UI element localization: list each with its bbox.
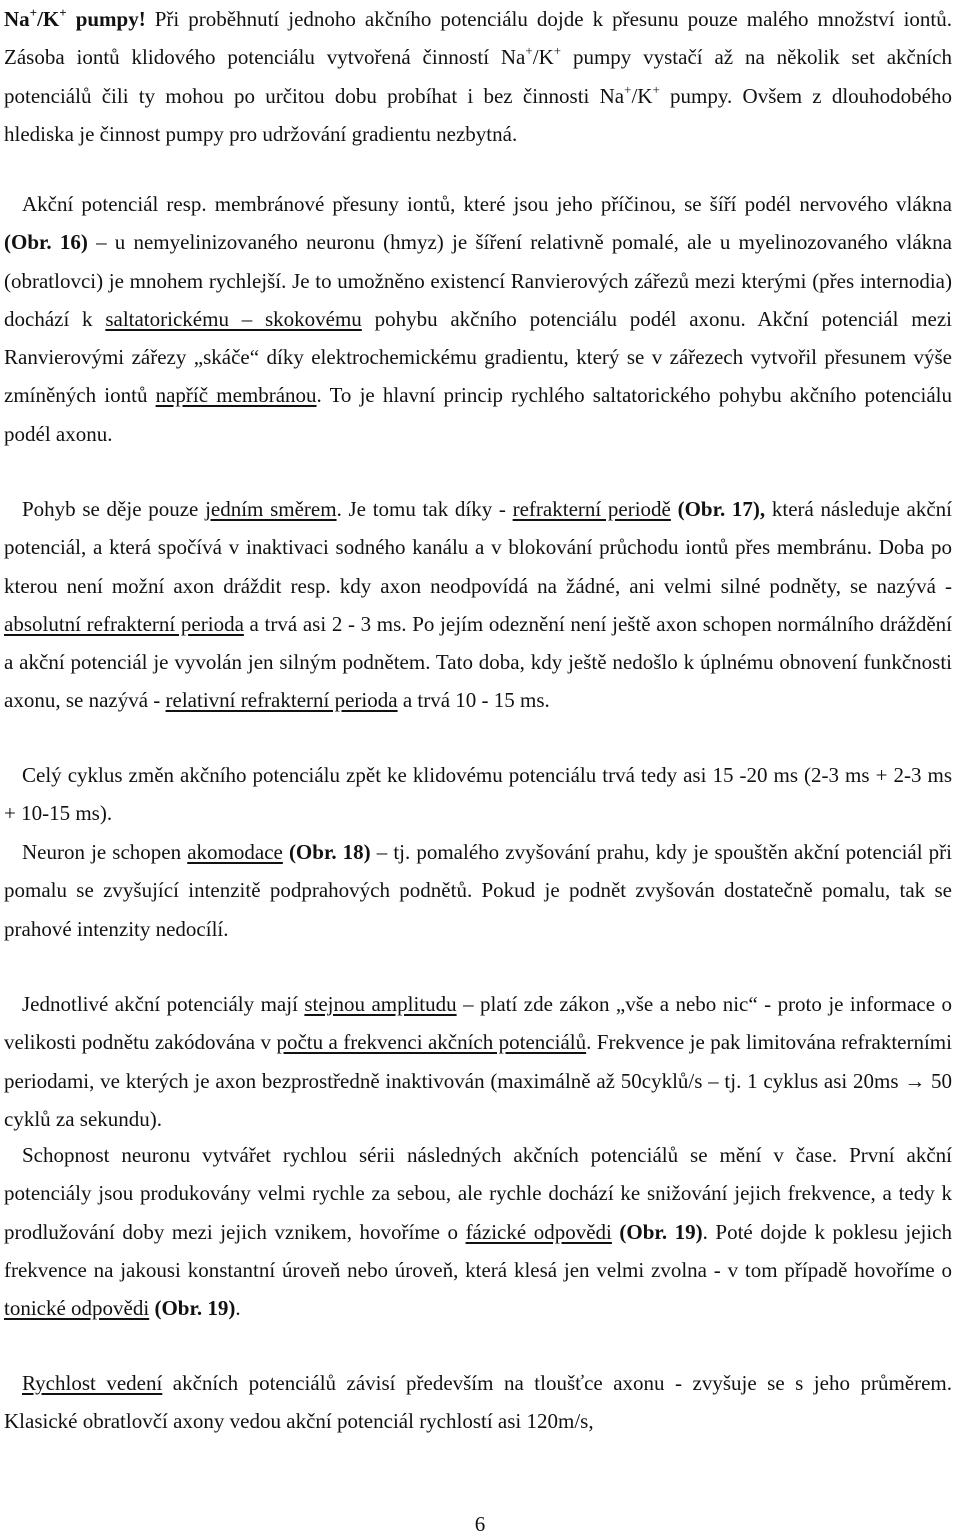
paragraph-conduction-speed: Rychlost vedení akčních potenciálů závisí především na tloušťce axonu - zvyšuje se s jeho průměrem. Klasické obratlovčí axony vedou akční potenciál rychlostí asi 120m/s, — [4, 1371, 952, 1434]
term-absolute-refractory: absolutní refrakterní perioda — [4, 611, 244, 636]
term-conduction-speed: Rychlost vedení — [22, 1371, 163, 1395]
figure-ref: (Obr. 18) — [288, 840, 371, 864]
paragraph-pump: Na+/K+ pumpy! Při proběhnutí jednoho akčního potenciálu dojde k přesunu pouze malého množství iontů. Zásoba iontů klidového potenciálu vytvořená činností Na+/K+ pumpy vystačí až na několik set akčních potenciálů čili ty mohou po určitou dobu probíhat i bez činnosti Na+/K+ pumpy. Ovšem z dlouhodobého hlediska je činnost pumpy pro udržování gradientu nezbytná. — [4, 5, 952, 146]
figure-ref: (Obr. 19) — [154, 1296, 236, 1321]
term-phasic-response: fázické odpovědi — [465, 1219, 612, 1244]
paragraph-amplitude: Jednotlivé akční potenciály mají stejnou amplitudu – platí zde zákon „vše a nebo nic“ - proto je informace o velikosti podnětu zakódována v počtu a frekvenci akčních potenciálů. Frekvence je pak limitována refrakterními periodami, ve kterých je axon bezprostředně inaktivován (maximálně až 50cyklů/s – tj. 1 cyklus asi 20ms → 50 cyklů za sekundu). — [4, 992, 952, 1131]
term-tonic-response: tonické odpovědi — [4, 1296, 150, 1321]
paragraph-accommodation: Neuron je schopen akomodace (Obr. 18) – tj. pomalého zvyšování prahu, kdy je spouštěn akční potenciál při pomalu se zvyšující intenzitě podprahových podnětů. Pokud je podnět zvyšován dostatečně pomalu, tak se prahové intenzity nedocílí. — [4, 840, 952, 941]
term-across-membrane: napříč membránou — [155, 383, 317, 408]
term-refractory-period: refrakterní periodě — [512, 497, 671, 521]
paragraph-cycle: Celý cyklus změn akčního potenciálu zpět ke klidovému potenciálu trvá tedy asi 15 -20 ms (2-3 ms + 2-3 ms + 10-15 ms). — [4, 763, 952, 826]
term-saltatory: saltatorickému – skokovému — [105, 306, 362, 331]
paragraph-refractory: Pohyb se děje pouze jedním směrem. Je tomu tak díky - refrakterní periodě (Obr. 17), která následuje akční potenciál, a která spočívá v inaktivaci sodného kanálu a v blokování průchodu iontů přes membránu. Doba po kterou není možní axon dráždit resp. kdy axon neodpovídá na žádné, ani velmi silné podněty, se nazývá - absolutní refrakterní perioda a trvá asi 2 - 3 ms. Po jejím odeznění není ještě axon schopen normálního dráždění a akční potenciál je vyvolán jen silným podnětem. Tato doba, kdy ještě nedošlo k úplnému obnovení funkčnosti axonu, se nazývá - relativní refrakterní perioda a trvá 10 - 15 ms. — [4, 497, 952, 713]
figure-ref: (Obr. 17), — [677, 497, 766, 521]
paragraph-phasic-tonic: Schopnost neuronu vytvářet rychlou sérii následných akčních potenciálů se mění v čase. První akční potenciály jsou produkovány velmi rychle za sebou, ale rychle dochází ke snižování jejich frekvence, a tedy k prodlužování doby mezi jejich vznikem, hovoříme o fázické odpovědi (Obr. 19). Poté dojde k poklesu jejich frekvence na jakousi konstantní úroveň nebo úroveň, která klesá jen velmi zvolna - v tom případě hovoříme o tonické odpovědi (Obr. 19). — [4, 1143, 952, 1321]
figure-ref: (Obr. 19) — [619, 1219, 703, 1244]
term-same-amplitude: stejnou amplitudu — [304, 992, 457, 1016]
term-count-frequency: počtu a frekvenci akčních potenciálů — [276, 1030, 587, 1055]
term-accommodation: akomodace — [187, 840, 283, 864]
page-number: 6 — [474, 1512, 486, 1536]
term-relative-refractory: relativní refrakterní perioda — [165, 688, 398, 713]
figure-ref: (Obr. 16) — [4, 230, 88, 255]
paragraph-propagation: Akční potenciál resp. membránové přesuny iontů, které jsou jeho příčinou, se šíří podél nervového vlákna (Obr. 16) – u nemyelinizovaného neuronu (hmyz) je šíření relativně pomalé, ale u myelinozovaného vlákna (obratlovci) je mnohem rychlejší. Je to umožněno existencí Ranvierových zářezů mezi kterými (přes internodia) dochází k saltatorickému – skokovému pohybu akčního potenciálu podél axonu. Akční potenciál mezi Ranvierovými zářezy „skáče“ díky elektrochemickému gradientu, který se v zářezech vytvořil přesunem výše zmíněných iontů napříč membránou. To je hlavní princip rychlého saltatorického pohybu akčního potenciálu podél axonu. — [4, 192, 953, 446]
term-one-direction: jedním směrem — [205, 497, 337, 521]
pump-heading: Na+/K+ pumpy! — [4, 5, 146, 31]
